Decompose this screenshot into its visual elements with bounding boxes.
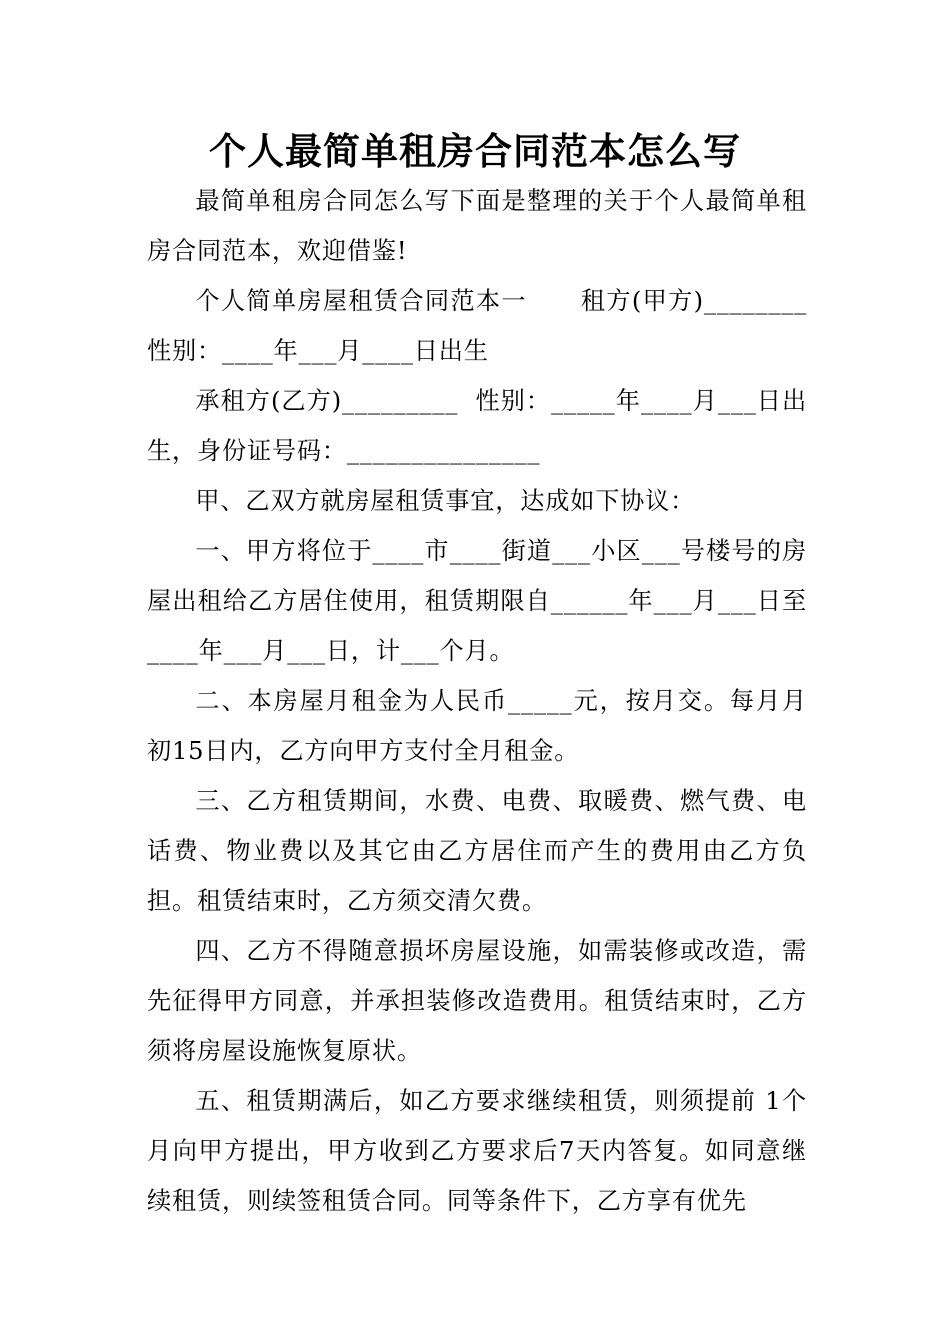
paragraph-lessee-info: 承租方(乙方)_________ 性别：_____年____月___日出生，身份证号码：_______________ <box>147 387 807 465</box>
paragraph-agreement-intro: 甲、乙双方就房屋租赁事宜，达成如下协议： <box>195 487 696 515</box>
clause-2: 二、本房屋月租金为人民币_____元，按月交。每月月初15日内，乙方向甲方支付全月租金。 <box>147 687 807 765</box>
paragraph-lessor-info: 个人简单房屋租赁合同范本一 租方(甲方)________ 性别：____年___月____日出生 <box>147 287 816 365</box>
clause-4: 四、乙方不得随意损坏房屋设施，如需装修或改造，需先征得甲方同意，并承担装修改造费用。租赁结束时，乙方须将房屋设施恢复原状。 <box>147 937 807 1065</box>
document-body <box>147 176 816 1226</box>
clause-1: 一、甲方将位于____市____街道___小区___号楼号的房屋出租给乙方居住使用，租赁期限自______年___月___日至____年___月___日，计___个月。 <box>147 537 807 665</box>
paragraph-intro: 最简单租房合同怎么写下面是整理的关于个人最简单租房合同范本，欢迎借鉴! <box>147 187 807 265</box>
clause-5: 五、租赁期满后，如乙方要求继续租赁，则须提前 1个月向甲方提出，甲方收到乙方要求后7天内答复。如同意继续租赁，则续签租赁合同。同等条件下，乙方享有优先 <box>147 1087 807 1215</box>
document-title: 个人最简单租房合同范本怎么写 <box>209 129 741 173</box>
clause-3: 三、乙方租赁期间，水费、电费、取暖费、燃气费、电话费、物业费以及其它由乙方居住而产生的费用由乙方负担。租赁结束时，乙方须交清欠费。 <box>147 787 807 915</box>
